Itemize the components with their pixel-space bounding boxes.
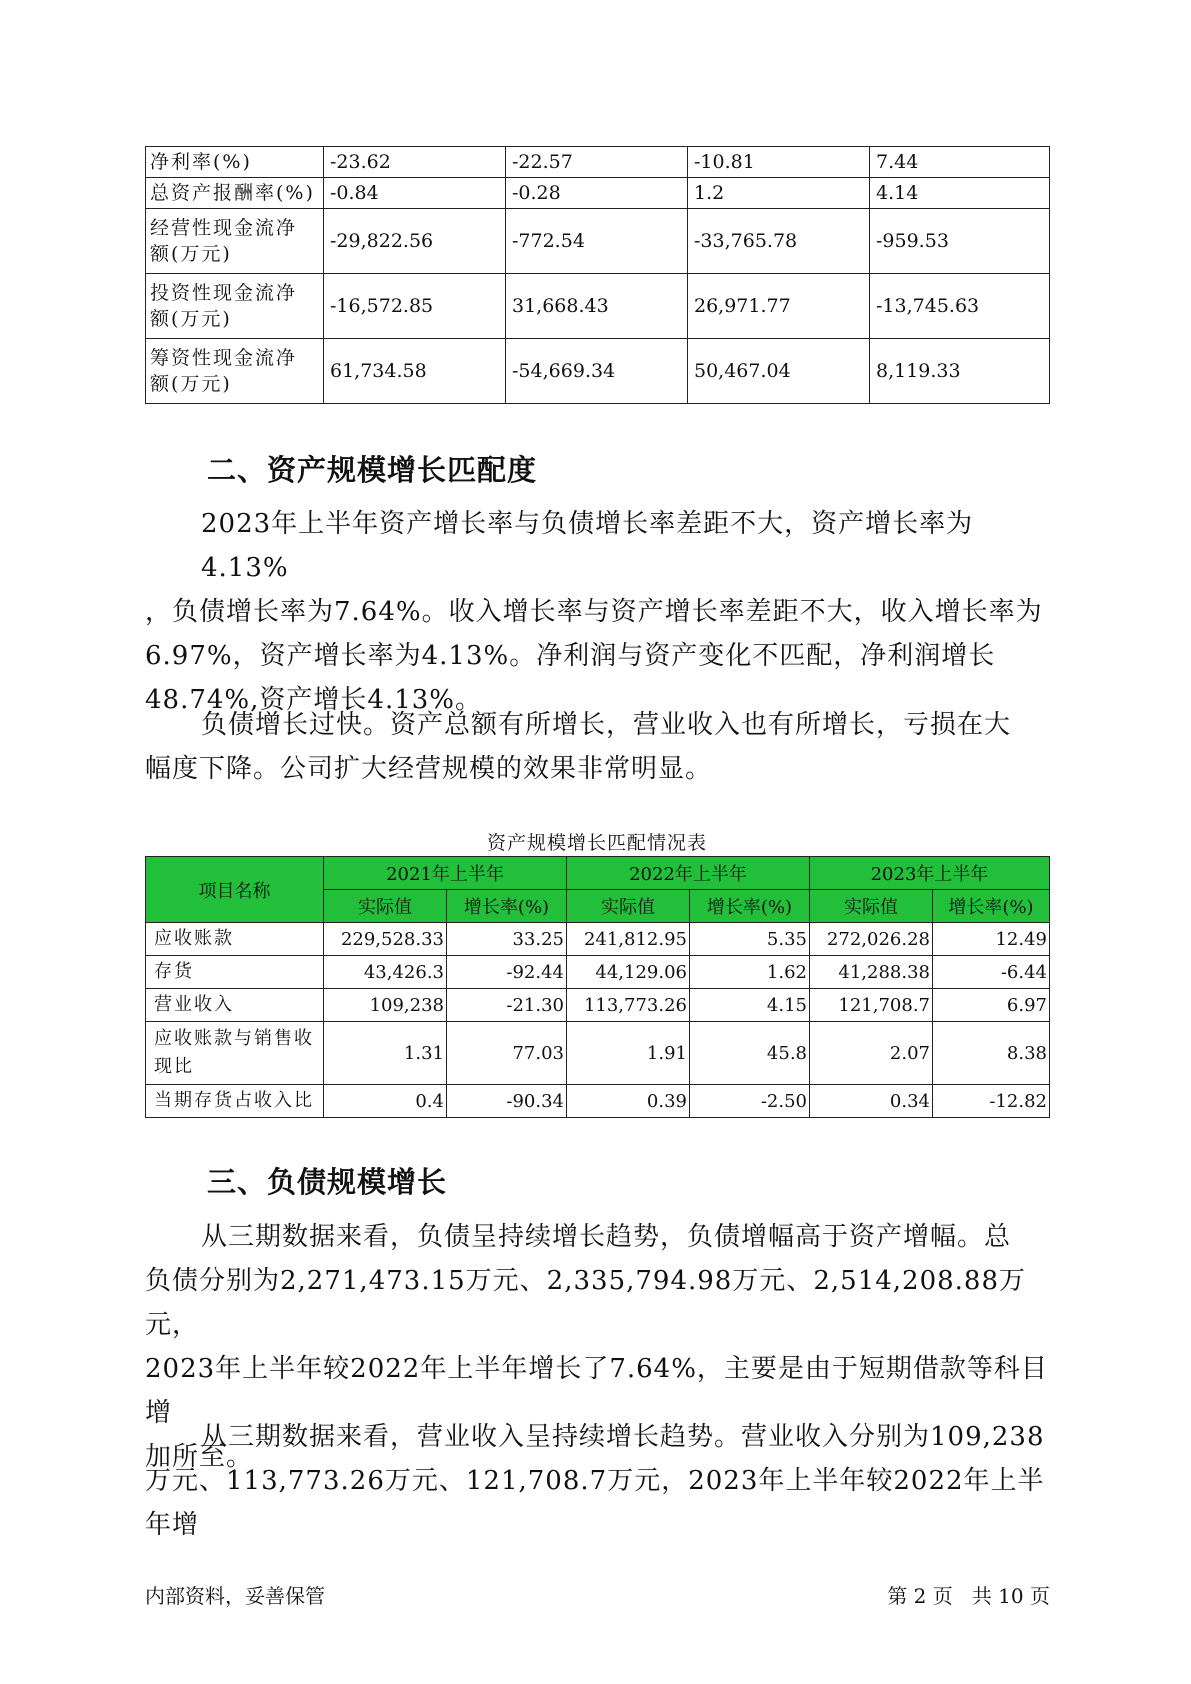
row-label: 应收账款与销售收现比 — [146, 1022, 324, 1085]
table-cell: 41,288.38 — [810, 956, 933, 989]
table-cell: 50,467.04 — [688, 339, 870, 404]
table-cell: -92.44 — [447, 956, 567, 989]
footer-note: 内部资料，妥善保管 — [145, 1584, 325, 1608]
page-number: 第 2 页 共 10 页 — [887, 1584, 1050, 1608]
section-heading: 二、资产规模增长匹配度 — [207, 453, 538, 487]
table-cell: -959.53 — [870, 209, 1050, 274]
table-cell: 5.35 — [690, 923, 810, 956]
column-header-growth: 增长率(%) — [447, 890, 567, 923]
table-cell: -2.50 — [690, 1085, 810, 1118]
table-cell: 121,708.7 — [810, 989, 933, 1022]
column-header-growth: 增长率(%) — [933, 890, 1050, 923]
table-cell: 8,119.33 — [870, 339, 1050, 404]
table-cell: 4.14 — [870, 178, 1050, 209]
period-header: 2022年上半年 — [567, 857, 810, 890]
table-row — [146, 178, 1050, 209]
table-caption: 资产规模增长匹配情况表 — [486, 832, 707, 854]
table-row — [146, 209, 1050, 274]
table-cell: 0.4 — [324, 1085, 447, 1118]
asset-growth-table — [145, 856, 1050, 1118]
column-header-actual: 实际值 — [567, 890, 690, 923]
table-row — [146, 956, 1050, 989]
row-label: 净利率(%) — [146, 147, 324, 178]
row-label: 当期存货占收入比 — [146, 1085, 324, 1118]
section2-paragraph-1 — [145, 502, 1055, 722]
text-line: 6.97%，资产增长率为4.13%。净利润与资产变化不匹配，净利润增长 — [145, 641, 996, 671]
table-cell: -6.44 — [933, 956, 1050, 989]
table-cell: 8.38 — [933, 1022, 1050, 1085]
column-header-item: 项目名称 — [146, 857, 324, 923]
text-line: 2023年上半年较2022年上半年增长了7.64%，主要是由于短期借款等科目增 — [145, 1354, 1048, 1428]
section3-paragraph-2 — [145, 1415, 1055, 1547]
table-cell: -22.57 — [506, 147, 688, 178]
column-header-actual: 实际值 — [324, 890, 447, 923]
table-cell: 12.49 — [933, 923, 1050, 956]
table-row — [146, 1022, 1050, 1085]
table-cell: 31,668.43 — [506, 274, 688, 339]
table-cell: 272,026.28 — [810, 923, 933, 956]
table-cell: 241,812.95 — [567, 923, 690, 956]
table-cell: 1.91 — [567, 1022, 690, 1085]
table-cell: -21.30 — [447, 989, 567, 1022]
text-line: 从三期数据来看，营业收入呈持续增长趋势。营业收入分别为109,238 — [201, 1422, 1045, 1452]
table-cell: 61,734.58 — [324, 339, 506, 404]
row-label: 总资产报酬率(%) — [146, 178, 324, 209]
text-line: 负债增长过快。资产总额有所增长，营业收入也有所增长，亏损在大 — [201, 710, 1012, 740]
table-cell: -29,822.56 — [324, 209, 506, 274]
table-cell: 43,426.3 — [324, 956, 447, 989]
column-header-actual: 实际值 — [810, 890, 933, 923]
row-label: 筹资性现金流净额(万元) — [146, 339, 324, 404]
section2-paragraph-2 — [145, 703, 1055, 791]
text-line: 48.74%,资产增长4.13%。 — [145, 685, 482, 715]
row-label: 投资性现金流净额(万元) — [146, 274, 324, 339]
table-cell: -0.84 — [324, 178, 506, 209]
table-row — [146, 274, 1050, 339]
table-cell: 2.07 — [810, 1022, 933, 1085]
table-cell: 45.8 — [690, 1022, 810, 1085]
text-line: 从三期数据来看，负债呈持续增长趋势，负债增幅高于资产增幅。总 — [201, 1222, 1012, 1252]
table-cell: -23.62 — [324, 147, 506, 178]
text-line: 幅度下降。公司扩大经营规模的效果非常明显。 — [145, 754, 713, 784]
table-row — [146, 989, 1050, 1022]
period-header: 2023年上半年 — [810, 857, 1050, 890]
table-cell: 77.03 — [447, 1022, 567, 1085]
table-cell: -12.82 — [933, 1085, 1050, 1118]
table-header-row — [146, 857, 1050, 890]
table-cell: 7.44 — [870, 147, 1050, 178]
table-cell: 109,238 — [324, 989, 447, 1022]
table-cell: -54,669.34 — [506, 339, 688, 404]
section-heading: 三、负债规模增长 — [207, 1165, 448, 1199]
column-header-growth: 增长率(%) — [690, 890, 810, 923]
financial-metrics-table — [145, 146, 1050, 404]
text-line: 加所至。 — [145, 1442, 254, 1472]
period-header: 2021年上半年 — [324, 857, 567, 890]
table-cell: 1.31 — [324, 1022, 447, 1085]
table-cell: -13,745.63 — [870, 274, 1050, 339]
table-cell: 0.34 — [810, 1085, 933, 1118]
table-cell: 0.39 — [567, 1085, 690, 1118]
table-cell: 44,129.06 — [567, 956, 690, 989]
table-row — [146, 339, 1050, 404]
table-cell: 26,971.77 — [688, 274, 870, 339]
text-line: 负债分别为2,271,473.15万元、2,335,794.98万元、2,514,208.88万元， — [145, 1266, 1027, 1340]
table-cell: 113,773.26 — [567, 989, 690, 1022]
row-label: 营业收入 — [146, 989, 324, 1022]
row-label: 存货 — [146, 956, 324, 989]
table-cell: -90.34 — [447, 1085, 567, 1118]
table-cell: 6.97 — [933, 989, 1050, 1022]
table-cell: -0.28 — [506, 178, 688, 209]
row-label: 经营性现金流净额(万元) — [146, 209, 324, 274]
table-cell: -772.54 — [506, 209, 688, 274]
table-cell: -10.81 — [688, 147, 870, 178]
table-row — [146, 147, 1050, 178]
table-cell: 1.62 — [690, 956, 810, 989]
table-row — [146, 923, 1050, 956]
table-cell: 33.25 — [447, 923, 567, 956]
table-cell: -33,765.78 — [688, 209, 870, 274]
table-cell: 229,528.33 — [324, 923, 447, 956]
table-cell: 4.15 — [690, 989, 810, 1022]
table-row — [146, 1085, 1050, 1118]
table-cell: 1.2 — [688, 178, 870, 209]
table-cell: -16,572.85 — [324, 274, 506, 339]
text-line: ，负债增长率为7.64%。收入增长率与资产增长率差距不大，收入增长率为 — [145, 597, 1043, 627]
text-line: 2023年上半年资产增长率与负债增长率差距不大，资产增长率为4.13% — [201, 509, 974, 583]
text-line: 万元、113,773.26万元、121,708.7万元，2023年上半年较2022年上半年增 — [145, 1466, 1045, 1540]
row-label: 应收账款 — [146, 923, 324, 956]
